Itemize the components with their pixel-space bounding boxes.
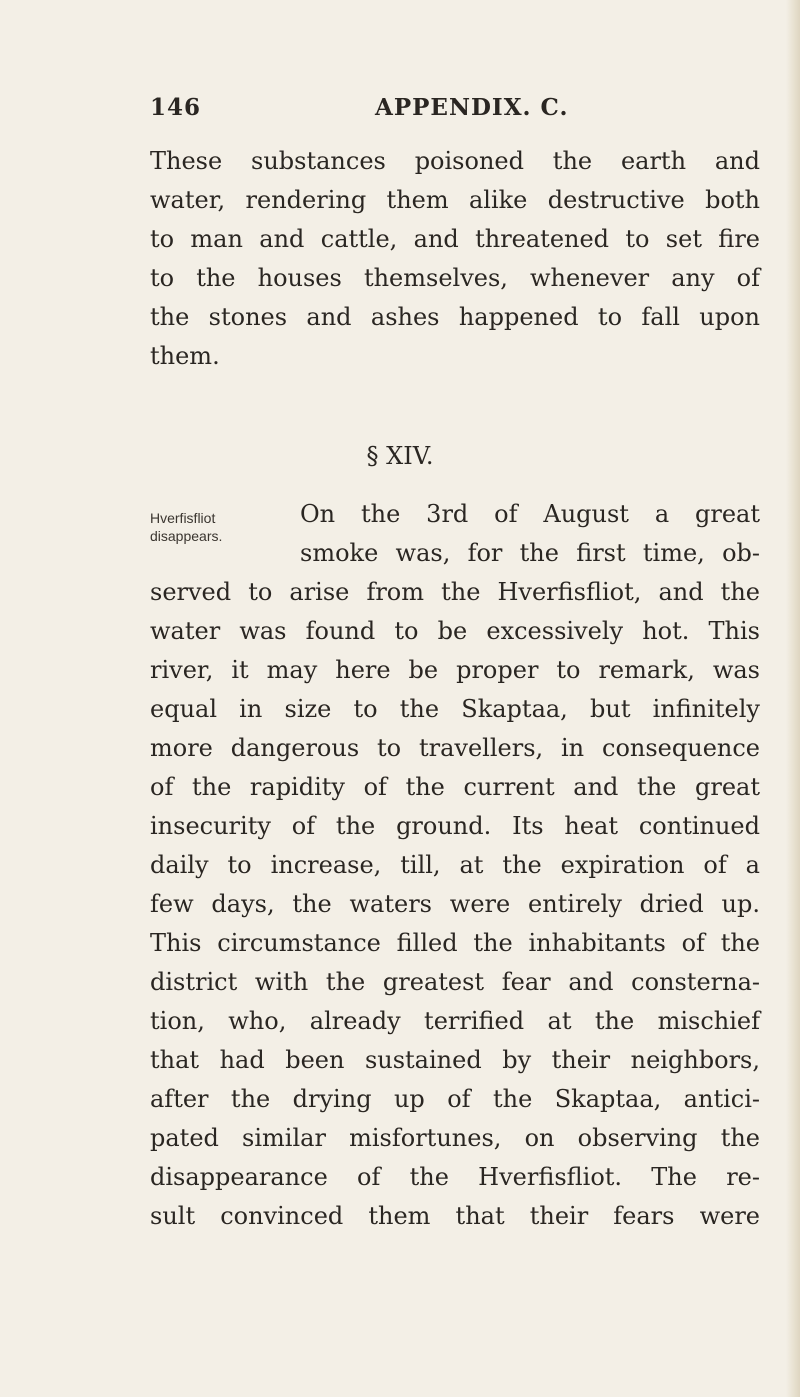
text-line: district with the greatest fear and consterna-	[150, 968, 760, 996]
running-head: APPENDIX. C.	[375, 94, 569, 121]
margin-note-line: disappears.	[150, 528, 223, 544]
text-line: This circumstance filled the inhabitants of the	[150, 929, 760, 957]
text-line: them.	[150, 342, 220, 370]
page-header	[150, 94, 750, 134]
text-line: On the 3rd of August a great	[300, 500, 760, 528]
text-line: to the houses themselves, whenever any of	[150, 264, 760, 292]
text-line: of the rapidity of the current and the great	[150, 773, 760, 801]
text-line: tion, who, already terrified at the mischief	[150, 1007, 760, 1035]
text-line: disappearance of the Hverfisfliot. The re-	[150, 1163, 760, 1191]
text-line: smoke was, for the first time, ob-	[300, 539, 760, 567]
text-line: to man and cattle, and threatened to set fire	[150, 225, 760, 253]
text-line: water was found to be excessively hot. This	[150, 617, 760, 645]
text-line: sult convinced them that their fears were	[150, 1202, 760, 1230]
text-line: served to arise from the Hverfisfliot, and the	[150, 578, 760, 606]
text-line: the stones and ashes happened to fall upon	[150, 303, 760, 331]
text-line: These substances poisoned the earth and	[150, 147, 760, 175]
text-line: more dangerous to travellers, in consequence	[150, 734, 760, 762]
text-line: insecurity of the ground. Its heat continued	[150, 812, 760, 840]
page-edge-shadow	[786, 0, 800, 1397]
text-line: water, rendering them alike destructive both	[150, 186, 760, 214]
text-line: daily to increase, till, at the expiration of a	[150, 851, 760, 879]
margin-note-line: Hverfisfliot	[150, 510, 216, 526]
page-number: 146	[150, 94, 202, 121]
text-line: equal in size to the Skaptaa, but infinitely	[150, 695, 760, 723]
text-line: few days, the waters were entirely dried up.	[150, 890, 760, 918]
section-heading: § XIV.	[366, 442, 434, 470]
text-line: river, it may here be proper to remark, was	[150, 656, 760, 684]
text-line: after the drying up of the Skaptaa, antici-	[150, 1085, 760, 1113]
text-line: that had been sustained by their neighbors,	[150, 1046, 760, 1074]
text-line: pated similar misfortunes, on observing the	[150, 1124, 760, 1152]
